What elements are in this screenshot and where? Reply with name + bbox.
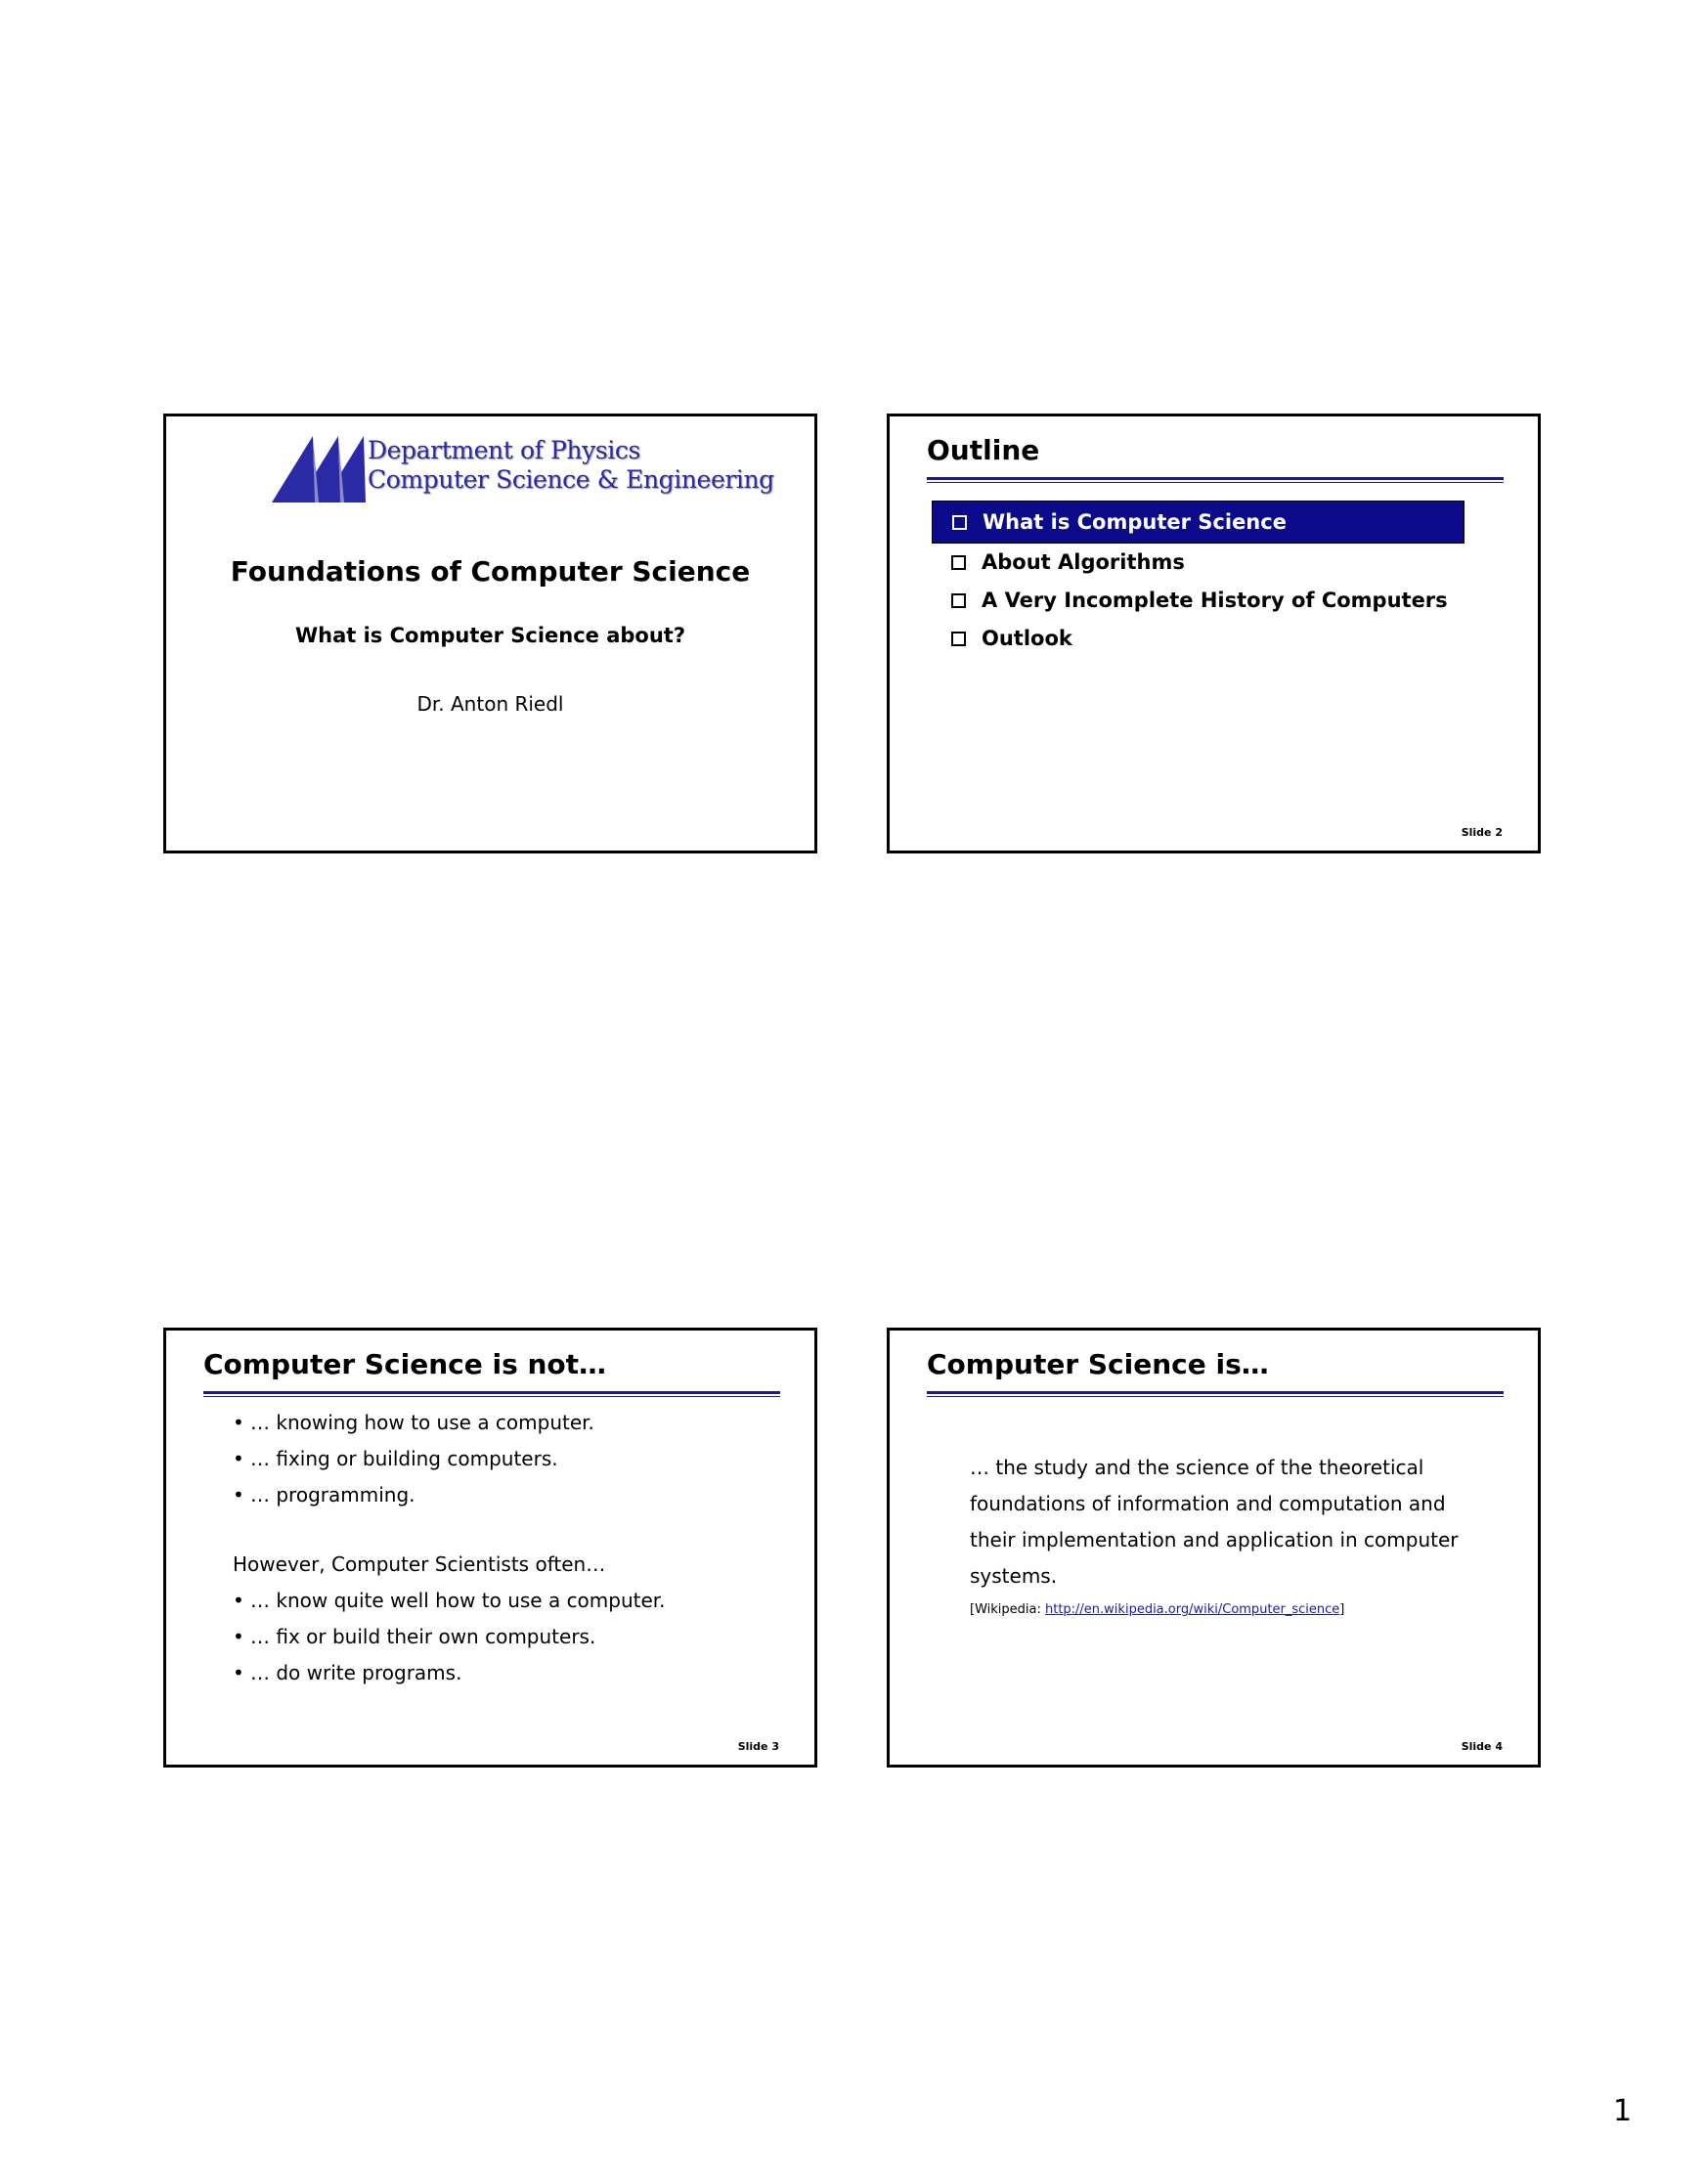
checkbox-bullet-icon [951,555,966,570]
outline-item-label: A Very Incomplete History of Computers [982,589,1448,612]
however-text: However, Computer Scientists often… [233,1552,606,1576]
list-item [233,1583,666,1619]
outline-item-history [932,582,1465,620]
slide-3 [163,1328,817,1768]
list-item [233,1405,594,1441]
bullet-icon: • [233,1625,244,1648]
department-logo [272,434,774,504]
slide-number: Slide 4 [1461,1740,1503,1753]
list-item [233,1655,666,1691]
list-item-text: … fix or build their own computers. [250,1625,596,1648]
logo-text-line-1: Department of Physics [368,436,640,464]
bullet-icon: • [233,1447,244,1470]
presentation-title: Foundations of Computer Science [230,555,751,588]
often-list [233,1583,666,1691]
outline-item-label: What is Computer Science [983,509,1287,534]
slide-1 [163,414,817,853]
outline-item-outlook [932,620,1465,658]
slide-number: Slide 2 [1461,826,1503,839]
outline-list [932,501,1465,658]
list-item [233,1477,594,1513]
slide-title: Computer Science is not… [203,1348,607,1380]
author-name: Dr. Anton Riedl [416,692,564,716]
slide-number: Slide 3 [737,1740,779,1753]
list-item-text: … programming. [250,1483,415,1507]
outline-item-label: About Algorithms [982,550,1185,574]
list-item-text: … know quite well how to use a computer. [250,1589,666,1612]
bullet-icon: • [233,1411,244,1434]
not-list [233,1405,594,1513]
bullet-icon: • [233,1661,244,1684]
outline-item-algorithms [932,544,1465,582]
list-item-text: … knowing how to use a computer. [250,1411,594,1434]
slide-2 [887,414,1541,853]
checkbox-bullet-icon [951,632,966,646]
list-item [233,1619,666,1655]
outline-item-what-is-cs [932,501,1465,544]
wikipedia-link[interactable]: http://en.wikipedia.org/wiki/Computer_science [1044,1602,1340,1617]
presentation-subtitle: What is Computer Science about? [294,624,686,647]
logo-text-line-2: Computer Science & Engineering [368,465,774,494]
slide-4 [887,1328,1541,1768]
citation [970,1602,1344,1617]
outline-item-label: Outlook [982,627,1072,650]
bullet-icon: • [233,1589,244,1612]
title-rule [927,477,1504,483]
checkbox-bullet-icon [951,593,966,608]
page-number: 1 [1613,2094,1633,2128]
citation-prefix: [Wikipedia: [970,1602,1045,1617]
list-item [233,1441,594,1477]
citation-suffix: ] [1339,1602,1345,1617]
checkbox-bullet-icon [952,515,967,530]
slide-title: Computer Science is… [927,1348,1269,1380]
bullet-icon: • [233,1483,244,1507]
definition-text: … the study and the science of the theoretical foundations of information and computation and their implementation and application in computer systems. [970,1456,1459,1588]
slide-title: Outline [927,434,1040,466]
title-rule [203,1391,780,1397]
list-item-text: … fixing or building computers. [250,1447,558,1470]
logo-emblem-icon [272,434,370,504]
title-rule [927,1391,1504,1397]
list-item-text: … do write programs. [250,1661,462,1684]
